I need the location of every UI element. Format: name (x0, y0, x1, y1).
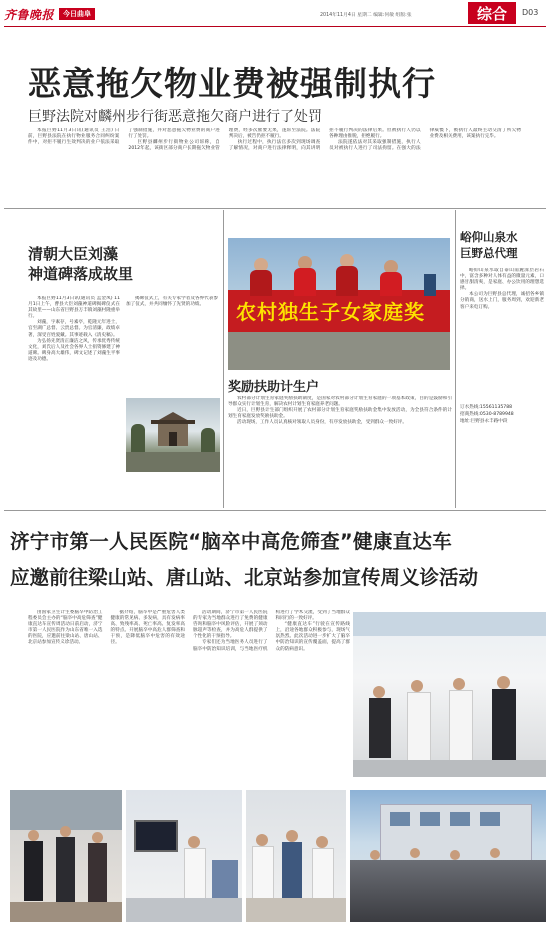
column-rule (223, 210, 224, 508)
award-photo (228, 238, 450, 370)
screening-photo-1 (10, 790, 122, 922)
article4-title-line1: 济宁市第一人民医院“脑卒中高危筛查”健康直达车 (10, 530, 453, 553)
ad-title-line1: 峪仰山泉水 (460, 230, 518, 244)
article4-body (28, 610, 350, 782)
article3-paragraph: 近日，巨野县计生部门组织开展了农村部分计划生育家庭奖励扶助金集中发放活动，为全县符合条件的计划生育家庭发放奖励扶助金。 (228, 408, 452, 420)
ad-contact-line: 招商热线:0530-8789948 (460, 412, 514, 417)
article4-paragraph: 据介绍，脑卒中是严重危害人类健康的常见病、多发病，具有发病率高、致残率高、死亡率高、复发率高的特点。开展脑卒中高危人群筛查和干预，是降低脑卒中危害的有效途径。 (110, 610, 185, 646)
screening-photo-2 (126, 790, 242, 922)
article2-paragraph: 刘藻，字素存，号素亭，乾隆元年进士，官至湖广总督、云贵总督。为官清廉，政绩卓著，深受百姓爱戴。其事迹载入《清史稿》。 (28, 320, 120, 338)
screening-photo-3 (246, 790, 346, 922)
article1-paragraph: 巨野县麟州步行街物业公司诉称，自2012年起，该街区部分商户长期拖欠物业管理费，经多次催要无果，遂诉至法院。法院判决后，被告仍拒不履行。 (128, 128, 321, 152)
ad-contact (460, 404, 544, 425)
divider (4, 510, 546, 511)
ad-contact-line: 地址:巨野县永丰路中段 (460, 419, 508, 424)
dateline: 2014年11月4日 星期二 编辑:何敏 组版:张 (320, 13, 412, 18)
article4-paragraph: 专家们还为当地医务人员进行了脑卒中防治知识培训，与当地医疗机构进行了学术交流，受到了当地群众和同行的一致好评。 (193, 610, 350, 652)
section-tab (468, 2, 516, 24)
header-rule (4, 26, 546, 27)
masthead-name: 齐鲁晚报 (4, 7, 55, 22)
memorial-photo (126, 398, 220, 472)
edition-badge: 今日曲阜 (59, 8, 95, 20)
article2-body-right (126, 296, 218, 396)
column-rule (455, 210, 456, 508)
article4-title-line2: 应邀前往梁山站、唐山站、北京站参加宣传周义诊活动 (10, 566, 479, 589)
article2-paragraph: 本报巨野11月3日讯(通讯员 孟金凤) 11月1日上午，曹县大臣刘藻神道碑揭碑仪式在其故里——山东省巨野县万丰镇刘藻村隆重举行。 (28, 296, 120, 320)
article2-paragraph: 揭碑仪式上，有关专家学者及各界代表参加了仪式，并共同缅怀了先贤的功绩。 (126, 296, 218, 308)
article2-title-line1: 清朝大臣刘藻 (28, 245, 119, 263)
article2-body-left (28, 296, 120, 496)
ad-paragraph: 峪仰山泉水取自泰山南麓深层岩石中，富含多种对人体有益的微量元素，口感甘甜清爽，是家庭、办公饮用的理想选择。 (460, 268, 544, 292)
bus-interior-photo (353, 612, 546, 777)
article3-body (228, 396, 452, 500)
article1-paragraph: 本报巨野11月3日讯(通讯员 王浩) 日前，巨野县法院在执行物业服务合同纠纷案件中，对拒不履行生效判决的业户依法采取了强制措施，并对恶意拖欠物业费的商户进行了处罚。 (28, 128, 220, 146)
article3-title: 奖励扶助计生户 (228, 380, 320, 395)
article1-title: 恶意拖欠物业费被强制执行 (28, 64, 436, 103)
ad-title-line2: 巨野总代理 (460, 246, 518, 260)
article1-subtitle: 巨野法院对麟州步行街恶意拖欠商户进行了处罚 (28, 109, 322, 125)
article2-title-line2: 神道碑落成故里 (28, 265, 134, 283)
article4-paragraph: 由国家卫生计生委脑卒中防治工程委员会主办的“脑卒中高危筛查”健康直达车宣传周活动日前启动，济宁市第一人民医院作为山东省唯一入选的医院，应邀前往梁山站、唐山站、北京站参加宣传义诊活动。 (28, 610, 103, 646)
article4-paragraph: “健康直达车”行驶在宣传路线上，沿途各地群众积极参与，现场气氛热烈。此次活动进一步扩大了脑卒中防治知识的宣传覆盖面，提高了群众的防病意识。 (275, 622, 350, 652)
page-number: D03 (522, 8, 539, 17)
ad-contact-line: 订水热线:15561135788 (460, 405, 513, 410)
article1-body (28, 128, 521, 176)
article1-paragraph: 法院遂依法对其采取强制措施，执行人员对被执行人进行了司法拘留。在强大的法律威慑下，被执行人最终主动交清了所欠物业费及相关费用，该案执行完毕。 (329, 128, 521, 152)
article3-paragraph: 活动现场，工作人员认真核对领取人员身份，有序发放扶助金，受到群众一致好评。 (237, 420, 407, 426)
ad-paragraph: 本公司为巨野县总代理，诚招各乡镇分销商，送水上门，服务周到，欢迎新老客户来电订购。 (460, 292, 544, 310)
ad-body (460, 268, 544, 398)
article1-paragraph: 执行过程中，执行法官多次到现场调查了解情况，对商户进行法律释明，向其讲明拒不履行判决的法律后果。但被执行人仍以各种理由推脱，拒绝履行。 (228, 128, 421, 152)
article4-paragraph: 活动期间，济宁市第一人民医院的专家为当地群众进行了免费的健康咨询和脑卒中风险评估，开展了颈动脉超声等检查，并为高危人群提供了个性化的干预指导。 (193, 610, 268, 640)
divider (4, 208, 546, 209)
article2-paragraph: 为弘扬先贤清正廉洁之风，传承优秀传统文化，刘氏后人及社会各界人士捐资修建了神道碑。碑身高大雄伟，碑文记述了刘藻生平事迹及功德。 (28, 338, 120, 362)
banner-text: 农村独生子女家庭奖 (236, 300, 425, 324)
masthead-logo (4, 6, 95, 22)
section-label: 综合 (476, 4, 507, 23)
article3-paragraph: 农村部分计划生育家庭奖励扶助制度，是国家对农村部分计划生育家庭的一项基本政策，目的是鼓励和引导群众实行计划生育，解决农村计划生育家庭养老问题。 (228, 396, 452, 408)
screening-photo-4 (350, 790, 546, 922)
